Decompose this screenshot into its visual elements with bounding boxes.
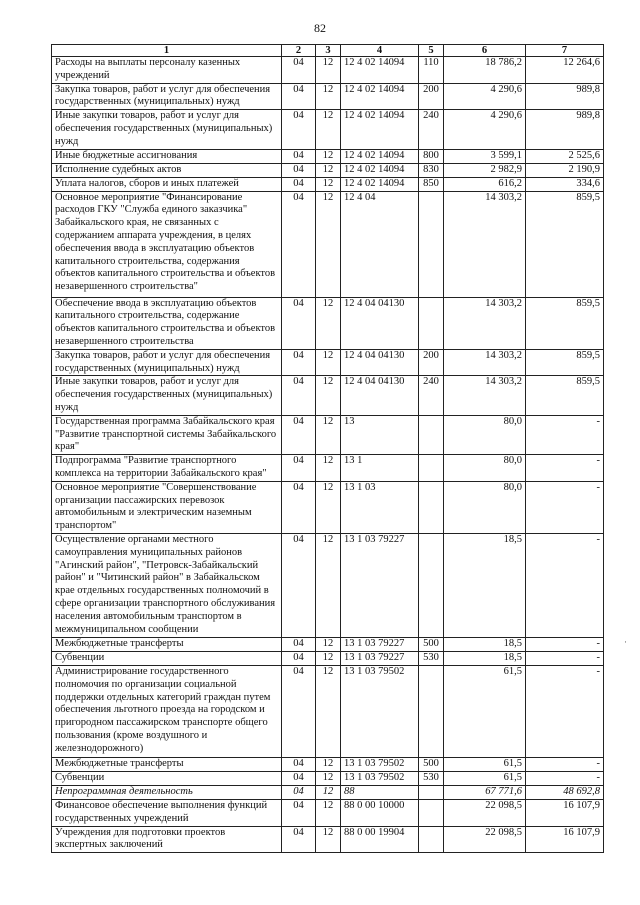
- header-cell-3: 3: [316, 45, 341, 57]
- section-code-cell: 04: [282, 57, 316, 84]
- section-code-cell: 04: [282, 533, 316, 637]
- table-row: [52, 637, 604, 651]
- target-article-cell: 12 4 04 04130: [341, 349, 419, 376]
- amount-col7-cell: -: [526, 771, 604, 785]
- amount-col7-cell: -: [526, 651, 604, 665]
- target-article-cell: 88 0 00 19904: [341, 826, 419, 853]
- item-name-cell: Учреждения для подготовки проектов экспертных заключений: [52, 826, 282, 853]
- section-code-cell: 04: [282, 376, 316, 415]
- section-code-cell: 04: [282, 297, 316, 349]
- expense-type-cell: [419, 481, 444, 533]
- table-row: [52, 149, 604, 163]
- item-name-cell: Закупка товаров, работ и услуг для обеспечения государственных (муниципальных) нужд: [52, 83, 282, 110]
- item-name-cell: Непрограммная деятельность: [52, 785, 282, 799]
- expense-type-cell: [419, 415, 444, 454]
- page-number: 82: [314, 21, 326, 35]
- table-body: [52, 57, 604, 853]
- amount-col7-cell: -: [526, 665, 604, 757]
- amount-col7-cell: 12 264,6: [526, 57, 604, 84]
- item-name-cell: Иные закупки товаров, работ и услуг для обеспечения государственных (муниципальных) нужд: [52, 376, 282, 415]
- expense-type-cell: 850: [419, 177, 444, 191]
- item-name-cell: Основное мероприятие "Финансирование расходов ГКУ "Служба единого заказчика" Забайкальского края, не связанных с содержанием аппарата учреждения, в целях обеспечения ввода в эксплуатацию объектов капитального строительства, содержания объектов капитального строительства и объектов незавершенного строительства": [52, 191, 282, 297]
- target-article-cell: 13 1 03 79502: [341, 665, 419, 757]
- section-code-cell: 04: [282, 110, 316, 149]
- amount-col7-cell: -: [526, 533, 604, 637]
- target-article-cell: 13 1 03 79227: [341, 533, 419, 637]
- expense-type-cell: [419, 455, 444, 482]
- table-row: [52, 785, 604, 799]
- subsection-code-cell: 12: [316, 481, 341, 533]
- amount-col7-cell: 989,8: [526, 83, 604, 110]
- target-article-cell: 13 1 03 79502: [341, 771, 419, 785]
- amount-col6-cell: 616,2: [444, 177, 526, 191]
- subsection-code-cell: 12: [316, 177, 341, 191]
- table-row: [52, 191, 604, 297]
- section-code-cell: 04: [282, 415, 316, 454]
- table-row: [52, 376, 604, 415]
- amount-col7-cell: 859,5: [526, 376, 604, 415]
- section-code-cell: 04: [282, 163, 316, 177]
- amount-col6-cell: 4 290,6: [444, 83, 526, 110]
- table-row: [52, 826, 604, 853]
- section-code-cell: 04: [282, 771, 316, 785]
- amount-col6-cell: 3 599,1: [444, 149, 526, 163]
- section-code-cell: 04: [282, 757, 316, 771]
- amount-col6-cell: 67 771,6: [444, 785, 526, 799]
- amount-col7-cell: 2 190,9: [526, 163, 604, 177]
- section-code-cell: 04: [282, 637, 316, 651]
- section-code-cell: 04: [282, 83, 316, 110]
- amount-col6-cell: 61,5: [444, 771, 526, 785]
- target-article-cell: 13 1 03 79227: [341, 637, 419, 651]
- amount-col6-cell: 14 303,2: [444, 297, 526, 349]
- item-name-cell: Финансовое обеспечение выполнения функций государственных учреждений: [52, 799, 282, 826]
- section-code-cell: 04: [282, 149, 316, 163]
- section-code-cell: 04: [282, 826, 316, 853]
- section-code-cell: 04: [282, 349, 316, 376]
- item-name-cell: Закупка товаров, работ и услуг для обеспечения государственных (муниципальных) нужд: [52, 349, 282, 376]
- item-name-cell: Межбюджетные трансферты: [52, 757, 282, 771]
- table-row: [52, 799, 604, 826]
- expense-type-cell: 500: [419, 637, 444, 651]
- expense-type-cell: 500: [419, 757, 444, 771]
- target-article-cell: 12 4 04: [341, 191, 419, 297]
- target-article-cell: 12 4 02 14094: [341, 57, 419, 84]
- subsection-code-cell: 12: [316, 191, 341, 297]
- item-name-cell: Субвенции: [52, 651, 282, 665]
- subsection-code-cell: 12: [316, 799, 341, 826]
- amount-col6-cell: 14 303,2: [444, 376, 526, 415]
- table-row: [52, 665, 604, 757]
- section-code-cell: 04: [282, 177, 316, 191]
- header-cell-4: 4: [341, 45, 419, 57]
- amount-col6-cell: 18 786,2: [444, 57, 526, 84]
- amount-col6-cell: 18,5: [444, 637, 526, 651]
- item-name-cell: Уплата налогов, сборов и иных платежей: [52, 177, 282, 191]
- header-row: [52, 45, 604, 57]
- section-code-cell: 04: [282, 191, 316, 297]
- expense-type-cell: 530: [419, 651, 444, 665]
- expense-type-cell: 830: [419, 163, 444, 177]
- amount-col6-cell: 80,0: [444, 481, 526, 533]
- subsection-code-cell: 12: [316, 163, 341, 177]
- expense-type-cell: [419, 826, 444, 853]
- item-name-cell: Иные закупки товаров, работ и услуг для обеспечения государственных (муниципальных) нужд: [52, 110, 282, 149]
- item-name-cell: Исполнение судебных актов: [52, 163, 282, 177]
- expense-type-cell: 240: [419, 376, 444, 415]
- amount-col7-cell: 16 107,9: [526, 826, 604, 853]
- target-article-cell: 13: [341, 415, 419, 454]
- expense-type-cell: 200: [419, 349, 444, 376]
- amount-col7-cell: 334,6: [526, 177, 604, 191]
- expense-type-cell: [419, 785, 444, 799]
- subsection-code-cell: 12: [316, 785, 341, 799]
- section-code-cell: 04: [282, 455, 316, 482]
- section-code-cell: 04: [282, 651, 316, 665]
- expense-type-cell: 530: [419, 771, 444, 785]
- subsection-code-cell: 12: [316, 637, 341, 651]
- table-row: [52, 455, 604, 482]
- subsection-code-cell: 12: [316, 757, 341, 771]
- amount-col6-cell: 18,5: [444, 533, 526, 637]
- item-name-cell: Межбюджетные трансферты: [52, 637, 282, 651]
- subsection-code-cell: 12: [316, 665, 341, 757]
- table-row: [52, 110, 604, 149]
- amount-col6-cell: 18,5: [444, 651, 526, 665]
- amount-col6-cell: 22 098,5: [444, 799, 526, 826]
- expense-type-cell: 110: [419, 57, 444, 84]
- budget-table: [51, 44, 604, 853]
- target-article-cell: 12 4 02 14094: [341, 177, 419, 191]
- item-name-cell: Иные бюджетные ассигнования: [52, 149, 282, 163]
- section-code-cell: 04: [282, 799, 316, 826]
- subsection-code-cell: 12: [316, 57, 341, 84]
- expense-type-cell: [419, 191, 444, 297]
- target-article-cell: 12 4 04 04130: [341, 297, 419, 349]
- item-name-cell: Администрирование государственного полномочия по организации социальной поддержки отдельных категорий граждан путем обеспечения льготного проезда на городском и пригородном пассажирском транспорте общего пользования (кроме воздушного и железнодорожного): [52, 665, 282, 757]
- header-cell-6: 6: [444, 45, 526, 57]
- item-name-cell: Осуществление органами местного самоуправления муниципальных районов "Агинский район", "Петровск-Забайкальский район" и "Читинский район" в Забайкальском крае отдельных государственных полномочий в сфере организации транспортного обслуживания населения автомобильным транспортом в межмуниципальном сообщении: [52, 533, 282, 637]
- target-article-cell: 88 0 00 10000: [341, 799, 419, 826]
- item-name-cell: Субвенции: [52, 771, 282, 785]
- target-article-cell: 13 1 03 79227: [341, 651, 419, 665]
- item-name-cell: Государственная программа Забайкальского края "Развитие транспортной системы Забайкальского края": [52, 415, 282, 454]
- table-row: [52, 177, 604, 191]
- item-name-cell: Обеспечение ввода в эксплуатацию объектов капитального строительства, содержание объектов капитального строительства и объектов незавершенного строительства: [52, 297, 282, 349]
- amount-col7-cell: 859,5: [526, 191, 604, 297]
- subsection-code-cell: 12: [316, 297, 341, 349]
- item-name-cell: Подпрограмма "Развитие транспортного комплекса на территории Забайкальского края": [52, 455, 282, 482]
- amount-col7-cell: -: [526, 637, 604, 651]
- table-row: [52, 349, 604, 376]
- subsection-code-cell: 12: [316, 110, 341, 149]
- header-cell-2: 2: [282, 45, 316, 57]
- amount-col6-cell: 14 303,2: [444, 191, 526, 297]
- amount-col7-cell: 989,8: [526, 110, 604, 149]
- target-article-cell: 13 1 03: [341, 481, 419, 533]
- item-name-cell: Основное мероприятие "Совершенствование организации пассажирских перевозок автомобильным и электрическим наземным транспортом": [52, 481, 282, 533]
- edge-mark: ·: [624, 637, 627, 647]
- header-cell-1: 1: [52, 45, 282, 57]
- amount-col7-cell: 48 692,8: [526, 785, 604, 799]
- subsection-code-cell: 12: [316, 771, 341, 785]
- target-article-cell: 12 4 02 14094: [341, 110, 419, 149]
- expense-type-cell: 800: [419, 149, 444, 163]
- target-article-cell: 13 1 03 79502: [341, 757, 419, 771]
- target-article-cell: 12 4 04 04130: [341, 376, 419, 415]
- table-row: [52, 481, 604, 533]
- item-name-cell: Расходы на выплаты персоналу казенных учреждений: [52, 57, 282, 84]
- expense-type-cell: 240: [419, 110, 444, 149]
- expense-type-cell: [419, 665, 444, 757]
- amount-col7-cell: -: [526, 415, 604, 454]
- subsection-code-cell: 12: [316, 149, 341, 163]
- target-article-cell: 13 1: [341, 455, 419, 482]
- table-row: [52, 83, 604, 110]
- amount-col7-cell: -: [526, 455, 604, 482]
- amount-col6-cell: 80,0: [444, 415, 526, 454]
- section-code-cell: 04: [282, 785, 316, 799]
- header-cell-5: 5: [419, 45, 444, 57]
- amount-col6-cell: 22 098,5: [444, 826, 526, 853]
- amount-col6-cell: 80,0: [444, 455, 526, 482]
- expense-type-cell: [419, 799, 444, 826]
- amount-col7-cell: 2 525,6: [526, 149, 604, 163]
- amount-col6-cell: 4 290,6: [444, 110, 526, 149]
- subsection-code-cell: 12: [316, 455, 341, 482]
- expense-type-cell: [419, 297, 444, 349]
- table-row: [52, 771, 604, 785]
- expense-type-cell: [419, 533, 444, 637]
- subsection-code-cell: 12: [316, 651, 341, 665]
- table-row: [52, 297, 604, 349]
- amount-col6-cell: 14 303,2: [444, 349, 526, 376]
- target-article-cell: 88: [341, 785, 419, 799]
- table-row: [52, 757, 604, 771]
- amount-col7-cell: -: [526, 757, 604, 771]
- subsection-code-cell: 12: [316, 533, 341, 637]
- subsection-code-cell: 12: [316, 349, 341, 376]
- table-row: [52, 651, 604, 665]
- header-cell-7: 7: [526, 45, 604, 57]
- amount-col6-cell: 2 982,9: [444, 163, 526, 177]
- amount-col7-cell: 859,5: [526, 297, 604, 349]
- target-article-cell: 12 4 02 14094: [341, 163, 419, 177]
- subsection-code-cell: 12: [316, 83, 341, 110]
- target-article-cell: 12 4 02 14094: [341, 83, 419, 110]
- table-row: [52, 415, 604, 454]
- amount-col7-cell: 859,5: [526, 349, 604, 376]
- amount-col6-cell: 61,5: [444, 665, 526, 757]
- section-code-cell: 04: [282, 481, 316, 533]
- amount-col6-cell: 61,5: [444, 757, 526, 771]
- expense-type-cell: 200: [419, 83, 444, 110]
- table-row: [52, 57, 604, 84]
- table-row: [52, 163, 604, 177]
- amount-col7-cell: 16 107,9: [526, 799, 604, 826]
- subsection-code-cell: 12: [316, 376, 341, 415]
- table-row: [52, 533, 604, 637]
- amount-col7-cell: -: [526, 481, 604, 533]
- subsection-code-cell: 12: [316, 415, 341, 454]
- section-code-cell: 04: [282, 665, 316, 757]
- target-article-cell: 12 4 02 14094: [341, 149, 419, 163]
- subsection-code-cell: 12: [316, 826, 341, 853]
